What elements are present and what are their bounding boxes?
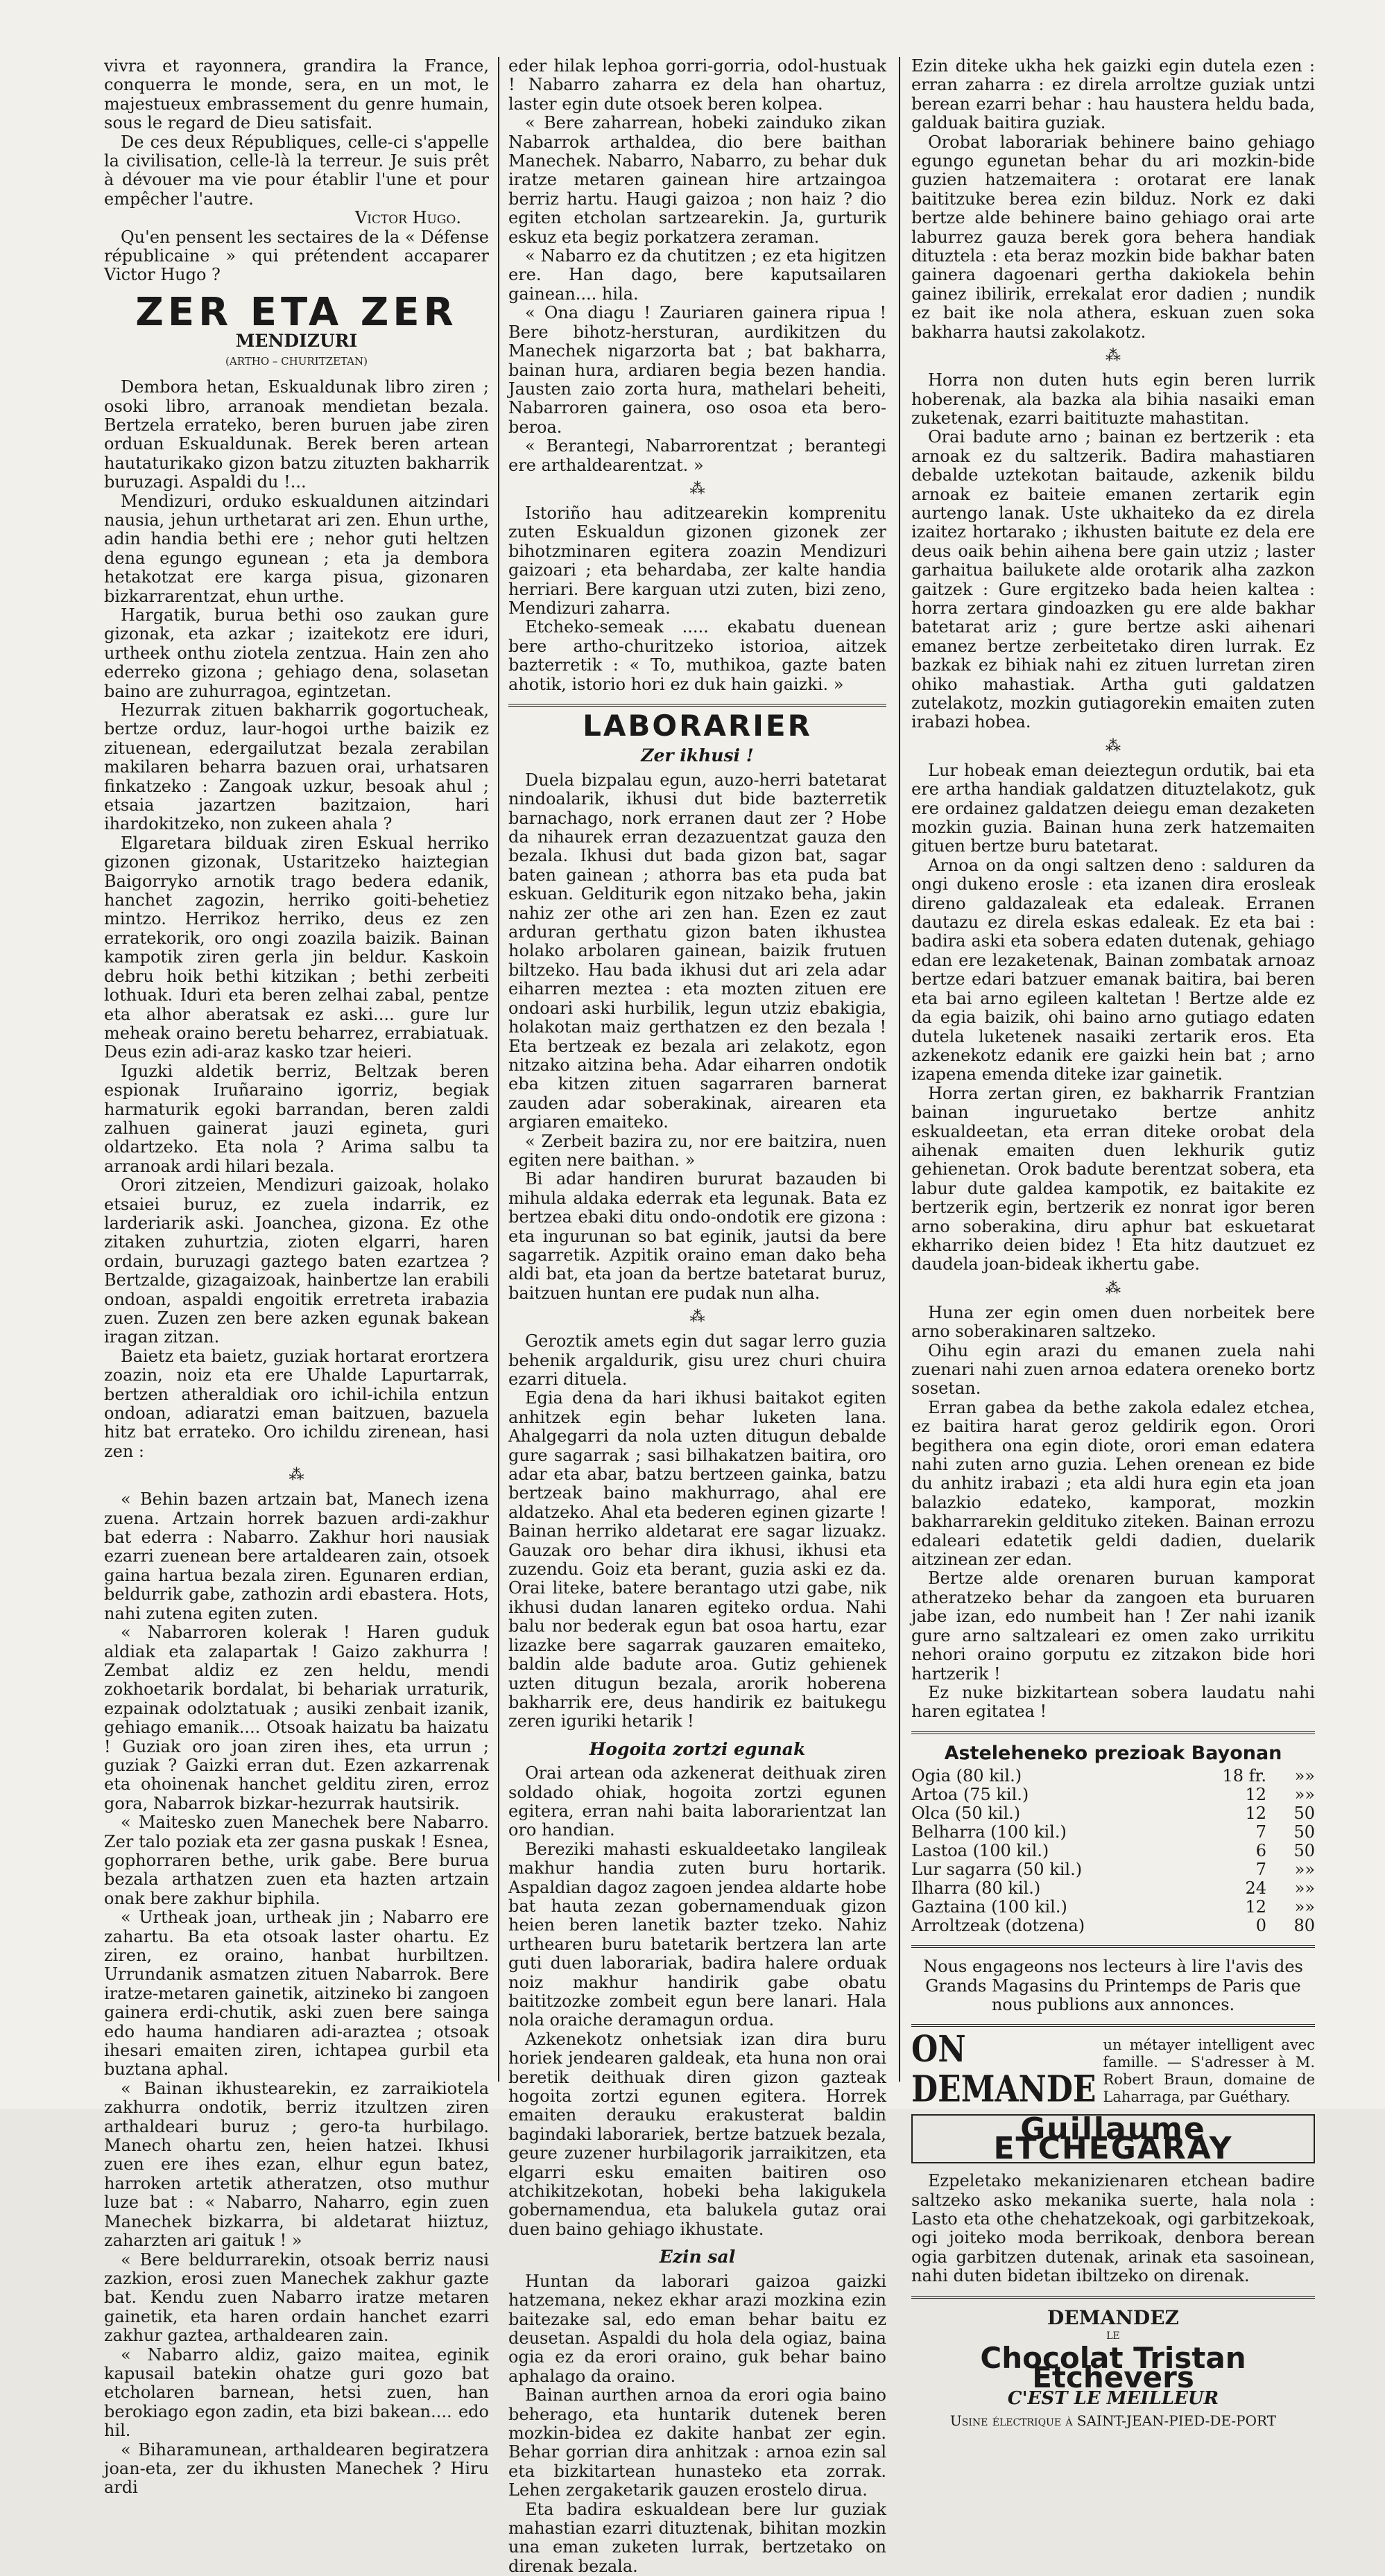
article-subtitle: (ARTHO – CHURITZETAN) <box>225 354 368 368</box>
price-cents: 80 <box>1293 1916 1315 1936</box>
section-title: ZER ETA ZER <box>135 289 458 335</box>
paragraph: Geroztik amets egin dut sagar lerro guzia behenik argaldurik, gisu urez churi chuira ezarri dituela. <box>508 1331 886 1389</box>
paragraph: Eta badira eskualdean bere lur guziak mahastian ezarri dituztenak, bihitan mozkin una eman zuketen lurrak, bertzetako on direnak bezala. <box>508 2499 886 2576</box>
double-rule <box>911 2296 1315 2299</box>
article-body <box>104 378 489 2498</box>
price-value: 0 <box>1255 1916 1266 1936</box>
price-value: 6 <box>1255 1841 1266 1861</box>
paragraph: Arnoa on da ongi saltzen denο : salduren da ongi dukeno erosle : eta izanen dira erosleak direno galdazaleak eta edaleak. Erranen dautazu ez direla eskas edaleak. Ez eta bai : badira aski eta sobera edaten dutenak, gehiago edan ere lezaketenak, Bainan zombatak arnoaz bertze edari batzuer emanak baitira, bai beren eta bai arno egileen kaltetan ! Bertze alde ez da egia baizik, ohi baino arno gutiago edaten dutela luketenek nasaiki zertarik eros. Eta azkenekotz edanik ere gaizki hein bat ; arno izapena emenda diteke izar gainetik. <box>911 855 1315 1084</box>
price-item: Lur sagarra (50 kil.) <box>911 1860 1083 1880</box>
column-rule <box>498 57 499 2082</box>
asterism-divider: ⁂ <box>1106 737 1121 755</box>
paragraph: Bi adar handiren bururat bazauden bi mihula aldaka ederrak eta legunak. Bata ez bertzea ebaki ditu ondo-ondotik ere gizona : eta ingurunan so bat eginik, jautsi da bere sagarretik. Azpitik oraino eman dako beha aldi bat, eta joan da bertze batetarat buruz, baitzuen huntan ere pudak nun alha. <box>508 1169 886 1303</box>
paragraph: « Urtheak joan, urtheak jin ; Nabarro ere zahartu. Ba eta otsoak laster ohartu. Ez ziren, ez oraino, hanbat hurbiltzen. Urrundanik asmatzen zituen Nabarrok. Bere iratze-metaren gainetik, aitzineko bi zangoen gainera erdi-chutik, aski zuen bere sainga edo hauma handiaren adi-araztea ; otsoak ihesari emaiten ziren, ichtapea gurbil eta buztana aphal. <box>104 1908 489 2080</box>
paragraph: « Ona diagu ! Zauriaren gainera ripua ! Bere bihotz-hersturan, aurdikitzen du Manechek nigarzorta bat ; bat bakharra, bainan hura, ardiaren begia bezen handia. Jausten zaio zorta hura, mathelari beheiti, Nabarroren gainera, oso osoa eta bero-beroa. <box>508 303 886 437</box>
paragraph: « Nabarro aldiz, gaizo maitea, eginik kapusail batekin ohatze guri gozo bat etcholaren barnean, hetsi zuen, han berokiago egon zadin, eta bizi bakean.... edo hil. <box>104 2344 489 2441</box>
ad-address: Usine électrique à SAINT-JEAN-PIED-DE-PORT <box>949 2412 1277 2429</box>
column-1 <box>104 56 489 2498</box>
price-cents: »» <box>1294 1897 1315 1917</box>
price-row <box>911 1823 1315 1842</box>
price-row <box>911 1860 1315 1879</box>
paragraph: « Zerbeit bazira zu, nor ere baitzira, nuen egiten nere baithan. » <box>508 1131 886 1170</box>
price-row <box>911 1842 1315 1860</box>
price-cents: 50 <box>1293 1822 1315 1842</box>
paragraph: « Bere beldurrarekin, otsoak berriz nausi zazkion, erosi zuen Manechek zakhur gazte bat. Kendu zuen Nabarro iratze metaren gainetik, eta haren ordain hanchet ezarri zakhur gaztea, arthaldearen zain. <box>104 2249 489 2346</box>
paragraph: Duela bizpalau egun, auzo-herri batetarat nindoalarik, ikhusi dut bide bazterretik barnachago, nork erranen daut zer ? Hobe da nihaurek erran dezazuentzat gauza den bezala. Ikhusi dut bada gizon bat, sagar baten gainean ; athorra bas eta puda bat eskuan. Gelditurik egon nitzako beha, jakin nahiz zer othe ari zen han. Ezen ez zaut arduran gerthatu gizon baten ikhustea holako arbolaren gainean, baizik frutuen biltzeko. Hau bada ikhusi dut ari zela adar eiharren meztea : eta mozten zituen ere ondoari aski hurbilik, legun utziz ebakigia, holakotan maiz gerthatzen ez den bezala ! Eta bertzeak ez bezala ari zelakotz, egon nitzako aitzina beha. Adar eiharren ondotik eba kitzen zituen sagarraren barnerat zauden adar soberakinak, airearen eta argiaren emaiteko. <box>508 770 886 1132</box>
paragraph: Hezurrak zituen bakharrik gogortucheak, bertze orduz, laur-hogoi urthe baizik ez zituenean, edergailutzat bezala zerabilan makilaren beharra bazuen orai, urhatsaren finkatzeko : Zangoak uzkur, besoak ahul ; etsaia jazartzen bazitzaion, hari ihardokitzeko, non zukeen ahala ? <box>104 700 489 834</box>
price-cents: 50 <box>1293 1804 1315 1824</box>
prices-title: Asteleheneko prezioak Bayonan <box>944 1742 1282 1764</box>
price-value: 12 <box>1245 1785 1266 1805</box>
price-value: 7 <box>1255 1822 1266 1842</box>
article-title: Hogoita zortzi egunak <box>589 1738 806 1759</box>
price-table <box>911 1767 1315 1935</box>
paragraph: Hargatik, burua bethi oso zaukan gure gizonak, eta azkar ; izaitekotz ere iduri, urtheek onthu ziotela zentzua. Hain zen aho ederreko gizona ; gehiago dena, solasetan baino are zuhurragoa, egintzetan. <box>104 605 489 701</box>
paragraph: Orobat laborariak behinere baino gehiago egungo egunetan behar du ari mozkin-bide guzien hatzemaitera : orotarat ere lanak baititzuke berea ezin bilduz. Nork ez daki bertze alde behinere baino gehiago orai arte laburrez gauza berek gora behera handiak dituztela : eta beraz mozkin bide bakhar baten gainera dagoenari gertha dakiokela behin gainez ibilirik, errekalat eror dadien ; nundik ez bait ike nola athera, eskuan zuen soka bakharra hautsi zakolakotz. <box>911 132 1315 342</box>
price-row <box>911 1786 1315 1804</box>
price-row <box>911 1898 1315 1917</box>
paragraph: « Bere zaharrean, hobeki zainduko zikan Nabarrok arthaldea, dio bere baithan Manechek. Nabarro, Nabarro, zu behar duk iratze metaren gainean hire artzaingoa berriz hartu. Haugi gaizoa ; non haiz ? dio egiten etcholan sartzearekin. Ja, gurturik eskuz eta begiz porkatzera zeraman. <box>508 113 886 247</box>
price-cents: 50 <box>1293 1841 1315 1861</box>
paragraph: Baietz eta baietz, guziak hortarat erortzera zoazin, noiz eta ere Uhalde Lapurtarrak, bertzen atheraldiak oro ichil-ichila entzun ondoan, adiaratzi eman baitzuen, bazuela hitz bat errateko. Oro ichildu zirenean, hasi zen : <box>104 1346 489 1461</box>
ad-small-word: LE <box>1106 2331 1120 2342</box>
victor-hugo-quote <box>104 57 489 285</box>
price-row <box>911 1917 1315 1935</box>
paragraph: De ces deux Républiques, celle-ci s'appelle la civilisation, celle-là la terreur. Je suis prêt à dévouer ma vie pour établir l'une et pour empêcher l'autre. <box>104 132 489 209</box>
paragraph: Bainan aurthen arnoa da erori ogia baino beherago, eta huntarik dutenek beren mozkin-bidea ez dakite hanbat zer egin. Behar gorrian dira anhitzak : arnoa ezin sal eta bizkitartean hunasteko eta zorrak. Lehen zergaketarik gauzen erostelo dirua. <box>508 2385 886 2500</box>
paragraph: Horra zertan giren, ez bakharrik Frantzian bainan inguruetako bertze anhitz eskualdeetan, eta erran diteke orobat dela aihenak emaiten duen lekhurik gutiz gehienetan. Orok badute berentzat sobera, eta labur dute galdea kampotik, ez baitakite ez bertzerik egin, bertzerik ez nonrat igor beren arno soberakina, diru aphur bat eskuetarat ekharriko deien bidez ! Eta hitz dautzuet ez daudela joan-bideak ikhertu gabe. <box>911 1083 1315 1274</box>
paragraph: Huntan da laborari gaizoa gaizki hatzemana, nekez ekhar arazi mozkina ezin baitezake sal, edo eman behar baitu ez deusetan. Aspaldi du hola dela ogiaz, baina ogia ez da erori oraino, guk behar baino aphalago da oraino. <box>508 2271 886 2386</box>
price-item: Olca (50 kil.) <box>911 1804 1021 1824</box>
paragraph: Azkenekotz onhetsiak izan dira buru horiek jendearen galdeak, eta huna non orai beretik deithuak diren gizon gazteak hogoita zortzi egunen egitera. Horrek emaiten derauku erakusterat baldin bagindaki laborariek, bertze batzuek bezala, geure zuzener hurbilagorik jarraikitzen, eta elgarri esku emaiten baitiren oso atchikitzekotan, hobeki beha lakigukela gobernamendua, eta balukela gutaz orai duen baino gehiago ikhustate. <box>508 2029 886 2239</box>
paragraph: Dembora hetan, Eskualdunak libro ziren ; osoki libro, arranoak mendietan bezala. Bertzela errateko, beren buruen jabe ziren orduan Eskualdunak. Berek beren artean hautaturikako gizon batzu zituzten bakharrik buruzagi. Aspaldi du !... <box>104 377 489 492</box>
paragraph: Egia dena da hari ikhusi baitakot egiten anhitzek egin behar luketen lana. Ahalgegarri da nola uzten ditugun debalde gure sagarrak ; sasi bilhakatzen baitira, oro adar eta abar, batzu bertzeen gainka, batzu bertzeak baino makhurrago, ahal ere aldatzeko. Ahal eta bederen eginen gizarte ! Bainan herriko aldetarat ere sagar lizuakz. Gauzak oro behar dira ikhusi, ikhusi eta zuzendu. Goiz eta berant, guzia aski ez da. Orai liteke, batere berantago utzi gabe, nik ikhusi dudan lanaren egiteko ordua. Nahi balu nor bederak egun bat osoa hartu, ezar lizazke bere sagarrak gauzaren emaiteko, baldin alde badute aroa. Gutiz gehienek uzten ditugun bezala, arorik hoberena bakharrik ere, deus handirik ez baitukegu zeren iguriki hetarik ! <box>508 1388 886 1731</box>
printemps-notice: Nous engageons nos lecteurs à lire l'avis des Grands Magasins du Printemps de Paris que nous publions aux annonces. <box>923 1957 1303 2014</box>
double-rule <box>911 1945 1315 1948</box>
paragraph: « Bainan ikhustearekin, ez zarraikiotela zakhurra ondotik, berriz itzultzen ziren arthaldeari buruz ; gero-ta hurbilago. Manech ohartu zen, heien hatzei. Ikhusi zuen ere ihes ezan, elhur egun batez, harroken artetik atheratzen, otso muthur luze bat : « Nabarro, Naharro, egin zuen Manechek bizkarra, bi aldetarat hiiztuz, zaharzten ari gaituk ! » <box>104 2078 489 2251</box>
paragraph: Orai artean oda azkenerat deithuak ziren soldado ohiak, hogoita zortzi egunen egitera, erran nahi baita laborarientzat lan oro handian. <box>508 1763 886 1840</box>
price-row <box>911 1804 1315 1823</box>
column-2 <box>508 56 886 2576</box>
price-item: Ilharra (80 kil.) <box>911 1878 1041 1899</box>
paragraph: Istoriño hau aditzearekin komprenitu zuten Eskualdun gizonen gizonek zer bihotzminaren egitera zoazin Mendizuri gaizoari ; eta behardaba, zer kalte handia herriari. Bere karguan utzi zuten, bizi zeno, Mendizuri zaharra. <box>508 503 886 618</box>
price-row <box>911 1767 1315 1786</box>
asterism-divider: ⁂ <box>1106 347 1121 365</box>
ad-text: Ezpeletako mekanizienaren etchean badire saltzeko asko mekanika suerte, hala nola : Lasto eta othe chehatzekoak, ogi garbitzekoak, ogi joiteko moda berrikoak, denbora berean ogia garbitzen dutenak, arinak eta sasoinean, nahi duten bidetan ibiltzeko on direnak. <box>911 2171 1315 2286</box>
paragraph: Ezin diteke ukha hek gaizki egin dutela ezen : erran zaharra : ez direla arroltze guziak untzi berean ezarri behar : hau haustera heldu bada, galduak baitira guziak. <box>911 56 1315 133</box>
double-rule <box>911 2024 1315 2027</box>
price-cents: »» <box>1294 1878 1315 1899</box>
paragraph: « Maitesko zuen Manechek bere Nabarro. Zer talo poziak eta zer gasna puskak ! Esnea, gophorraren bethe, urik gabe. Bere burua bezala arthatzen zuen eta hazten artzain onak bere zakhur biphila. <box>104 1813 489 1908</box>
asterism-divider: ⁂ <box>689 1308 705 1326</box>
price-item: Lastoa (100 kil.) <box>911 1841 1049 1861</box>
paragraph: Iguzki aldetik berriz, Beltzak beren espionak Iruñaraino igorriz, begiak harmaturik egoki barrandan, beren zaldi zalhuen gainerat jauzi egineta, guri oldartzeko. Eta nola ? Arima salbu ta arranoak ardi hilari bezala. <box>104 1061 489 1176</box>
asterism-divider: ⁂ <box>689 480 705 498</box>
price-cents: »» <box>1294 1785 1315 1805</box>
article-title: Ezin sal <box>659 2247 736 2267</box>
price-cents: »» <box>1294 1766 1315 1786</box>
paragraph: Erran gabea da bethe zakola edalez etchea, ez baitira harat geroz geldirik egon. Orori begithera ona egin diote, orori eman edatera nahi zuten arno guzia. Lehen orenean ez bide du anhitz irabazi ; eta aldi hura egin eta joan balazkio edateko, kamporat, mozkin bakharrarekin geldituko ziteken. Bainan errozu edaleari edatetik geldi dadien, duelarik aitzinean zer edan. <box>911 1397 1315 1570</box>
price-item: Ogia (80 kil.) <box>911 1766 1022 1786</box>
column-rule <box>899 57 900 2082</box>
price-item: Artoa (75 kil.) <box>911 1785 1029 1805</box>
paragraph: Qu'en pensent les sectaires de la « Défense républicaine » qui prétendent accaparer Victor Hugo ? <box>104 227 489 285</box>
price-item: Arroltzeak (dotzena) <box>911 1916 1085 1936</box>
brand-name: Chocolat Tristan Etchevers <box>980 2341 1246 2394</box>
paragraph: Lur hobeak eman deieztegun ordutik, bai eta ere artha handiak galdatzen dituztelakotz, guk ere ordainez galdatzen deiegu eman dezaketen mozkin guzia. Bainan huna zerk hatzemaiten gituen bertze buru batetarat. <box>911 760 1315 856</box>
paragraph: Mendizuri, orduko eskualdunen aitzindari nausia, jehun urthetarat ari zen. Ehun urthe, adin handia bethi ere ; nehor guti heltzen dena egungo egunean ; eta ja dembora hetakotzat ere karga pisua, gizonaren bizkarrarentzat, ehun urthe. <box>104 491 489 606</box>
paragraph: « Biharamunean, arthaldearen begiratzera joan-eta, zer du ikhusten Manechek ? Hiru ardi <box>104 2439 489 2498</box>
advertiser-name: Guillaume ETCHEGARAY <box>993 2111 1233 2166</box>
paragraph: Orori zitzeien, Mendizuri gaizoak, holako etsaiei buruz, ez zuela indarrik, ez larderiarik aski. Joanchea, gizona. Ez othe zitaken zuhurtzia, zioten elgarri, haren ordain, buruzagi gaztego baten ezartzea ? Bertzalde, gizagaizoak, hainbertze lan erabili ondoan, aspaldi engoitik erretreta irabazia zuen. Zuzen zen bere azken egunak bakean iragan zitzan. <box>104 1175 489 1347</box>
price-cents: »» <box>1294 1860 1315 1880</box>
column-3 <box>911 56 1315 2429</box>
asterism-divider: ⁂ <box>289 1467 304 1485</box>
paragraph: Bertze alde orenaren buruan kamporat atheratzeko behar da zangoen eta buruaren jabe izan, edo numbeit han ! Zer nahi izanik gure arno saltzaleari ez omen zako urrikitu nehori oraino gorputu ez zitzakon bide hori hartzerik ! <box>911 1568 1315 1684</box>
asterism-divider: ⁂ <box>1106 1279 1121 1297</box>
paragraph: Ez nuke bizkitartean sobera laudatu nahi haren egitatea ! <box>911 1682 1315 1722</box>
paragraph: vivra et rayonnera, grandira la France, conquerra le monde, sera, en un mot, le majestueux embrassement du genre humain, sous le regard de Dieu satisfait. <box>104 56 489 133</box>
paragraph: Bereziki mahasti eskualdeetako langileak makhur handia zuten buru hortarik. Aspaldian dagoz zagoen jendea aldarte hobe bat hauta zezan gobernamenduak gizon heien beren lanetik bazter tzeko. Nahiz urthearen buru batetarik bertzera lan arte guti duen laborariak, badira halere orduak noiz makhur handirik gabe obatu baititzozke zombeit egun bere lanari. Hala nola oraiche deramagun ordua. <box>508 1839 886 2030</box>
price-item: Gaztaina (100 kil.) <box>911 1897 1067 1917</box>
ad-heading: DEMANDEZ <box>1047 2306 1179 2329</box>
on-demande-ad <box>911 2028 1315 2111</box>
paragraph: Huna zer egin omen duen norbeitek bere arno soberakinaren saltzeko. <box>911 1302 1315 1342</box>
paragraph: Horra non duten huts egin beren lurrik hoberenak, ala bazka ala bihia nasaiki eman zuketenak, ezarri baitituzte mahastitan. <box>911 370 1315 428</box>
paragraph: Elgaretara bilduak ziren Eskual herriko gizonen gizonak, Ustaritzeko haiztegian Baigorryko arnotik trago bedera edanik, hanchet zagozin, herriko goiti-behetiez mintzo. Herrikoz herriko, deus ez zen erratekorik, oro ongi zoazila baizik. Bainan kampotik ziren gerla jin beldur. Kaskoin debru hoik bethi kitzikan ; bethi zerbeiti lothuak. Iduri eta beren zelhai zabal, pentze eta alhor aberatsak ez aski.... gure lur meheak oraino beretu beharrez, errabiatuak. Deus ezin adi-araz kasko tzar heieri. <box>104 833 489 1062</box>
paragraph: eder hilak lephoa gorri-gorria, odol-hustuak ! Nabarro zaharra ez dela han ohartuz, laster egin dute otsoek beren kolpea. <box>508 56 886 114</box>
double-rule <box>911 1731 1315 1734</box>
on-demande-heading: ON DEMANDE <box>911 2028 1096 2111</box>
double-rule <box>508 704 886 707</box>
paragraph: Orai badute arno ; bainan ez bertzerik : eta arnoak ez du saltzerik. Badira mahastiaren debalde uztekotan baitaude, azkenik bildu arnoak ez baiteie emanen zertarik egin aurtengo lanak. Uste ukhaiteko da ez direla izaitez hortarako ; ikhusten baitute ez dela ere deus oaik behin aihena bere gain utziz ; laster garhaitua bailukete alde orotarik alha zazkon gaitzek : Gure ergitzeko bada heien kaltea : horra zertara gindoazken gu ere alde bakhar batetarat ariz ; gure bertze aski aihenari emanez bertze zerbeitetako diren lurrak. Ez bazkak ez bihiak nahi ez zituen lurretan ziren ohiko mahastiak. Artha guti galdatzen zutelakotz, mozkin gutiagorekin emaiten zuten irabazi hobea. <box>911 427 1315 732</box>
paragraph: Etcheko-semeak ..... ekabatu duenean bere artho-churitzeko istorioa, aitzek bazterretik : « To, muthikoa, gazte baten ahotik, istorio hori ez duk hain gaizki. » <box>508 617 886 694</box>
on-demande-text: un métayer intelligent avec famille. — S'adresser à M. Robert Braun, domaine de Laharraga, par Guéthary. <box>1103 2037 1315 2106</box>
paragraph: Oihu egin arazi du emanen zuela nahi zuenari nahi zuen arnoa edatera oreneko bortz sosetan. <box>911 1340 1315 1399</box>
chocolat-ad <box>911 2308 1315 2430</box>
price-value: 18 fr. <box>1222 1766 1266 1786</box>
article-title: MENDIZURI <box>235 331 358 352</box>
paragraph: « Nabarro ez da chutitzen ; ez eta higitzen ere. Han dago, bere kaputsailaren gainean.... hila. <box>508 246 886 304</box>
price-value: 12 <box>1245 1804 1266 1824</box>
price-value: 24 <box>1245 1878 1266 1899</box>
etchegaray-ad <box>911 2111 1315 2166</box>
price-value: 12 <box>1245 1897 1266 1917</box>
paragraph: « Behin bazen artzain bat, Manech izena zuena. Artzain horrek bazuen ardi-zakhur bat ederra : Nabarro. Zakhur hori nausiak ezarri zuenean bere artaldearen zain, otsoek gaina hartua bezala ziren. Egunaren erdian, beldurrik gabe, zathozin ardi ebastera. Hots, nahi zutena egiten zuten. <box>104 1489 489 1623</box>
ad-tagline: C'EST LE MEILLEUR <box>1007 2388 1219 2410</box>
price-row <box>911 1879 1315 1898</box>
paragraph: « Nabarroren kolerak ! Haren guduk aldiak eta zalapartak ! Gaizo zakhurra ! Zembat aldiz ez zen heldu, mendi zokhoetarik bordalat, bi behariak urraturik, ezpainak odolztatuak ; ausiki zenbait izanik, gehiago emanik.... Otsoak haizatu ba haizatu ! Guziak oro joan ziren ihes, eta urrun ; guziak ? Gaizki erran dut. Ezen azkarrenak eta ohoinenak hanchet gelditu ziren, erroz gora, Nabarrok bizkar-hezurrak hautsirik. <box>104 1623 489 1813</box>
signature: Victor Hugo. <box>354 208 461 228</box>
article-title: Zer ikhusi ! <box>641 745 754 766</box>
price-value: 7 <box>1255 1860 1266 1880</box>
section-title: LABORARIER <box>583 709 812 743</box>
paragraph: « Berantegi, Nabarrorentzat ; berantegi ere arthaldearentzat. » <box>508 436 886 475</box>
price-item: Belharra (100 kil.) <box>911 1822 1067 1842</box>
